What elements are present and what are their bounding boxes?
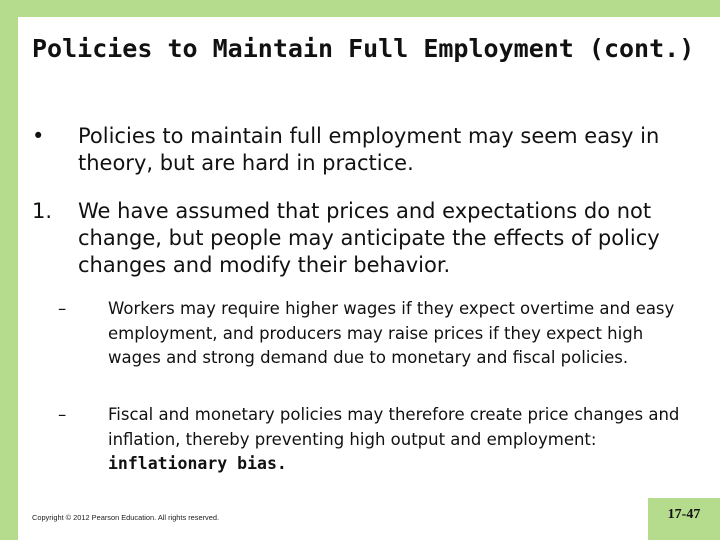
bullet-text: Policies to maintain full employment may seem easy in theory, but are hard in practice. xyxy=(78,124,660,175)
numbered-marker: 1. xyxy=(32,199,53,223)
sub-bullet-text-body: Fiscal and monetary policies may therefore create price changes and inflation, thereby preventing high output and employment: xyxy=(108,405,680,449)
numbered-text: We have assumed that prices and expectations do not change, but people may anticipate the effects of policy changes and modify their behavior. xyxy=(78,199,660,277)
sub-bullet-text: Workers may require higher wages if they expect overtime and easy employment, and producers may raise prices if they expect high wages and strong demand due to monetary and fiscal policies. xyxy=(108,299,675,367)
key-term: inflationary bias. xyxy=(108,454,287,473)
dash-marker: – xyxy=(58,299,67,318)
copyright-footer: Copyright © 2012 Pearson Education. All rights reserved. xyxy=(32,513,220,522)
page-number-box xyxy=(648,498,720,540)
page-number: 17-47 xyxy=(667,507,701,522)
slide xyxy=(18,17,720,540)
slide-title: Policies to Maintain Full Employment (cont.) xyxy=(32,34,695,63)
sub-bullet-text xyxy=(108,403,683,477)
dash-marker: – xyxy=(58,405,67,424)
bullet-marker: • xyxy=(32,124,45,148)
